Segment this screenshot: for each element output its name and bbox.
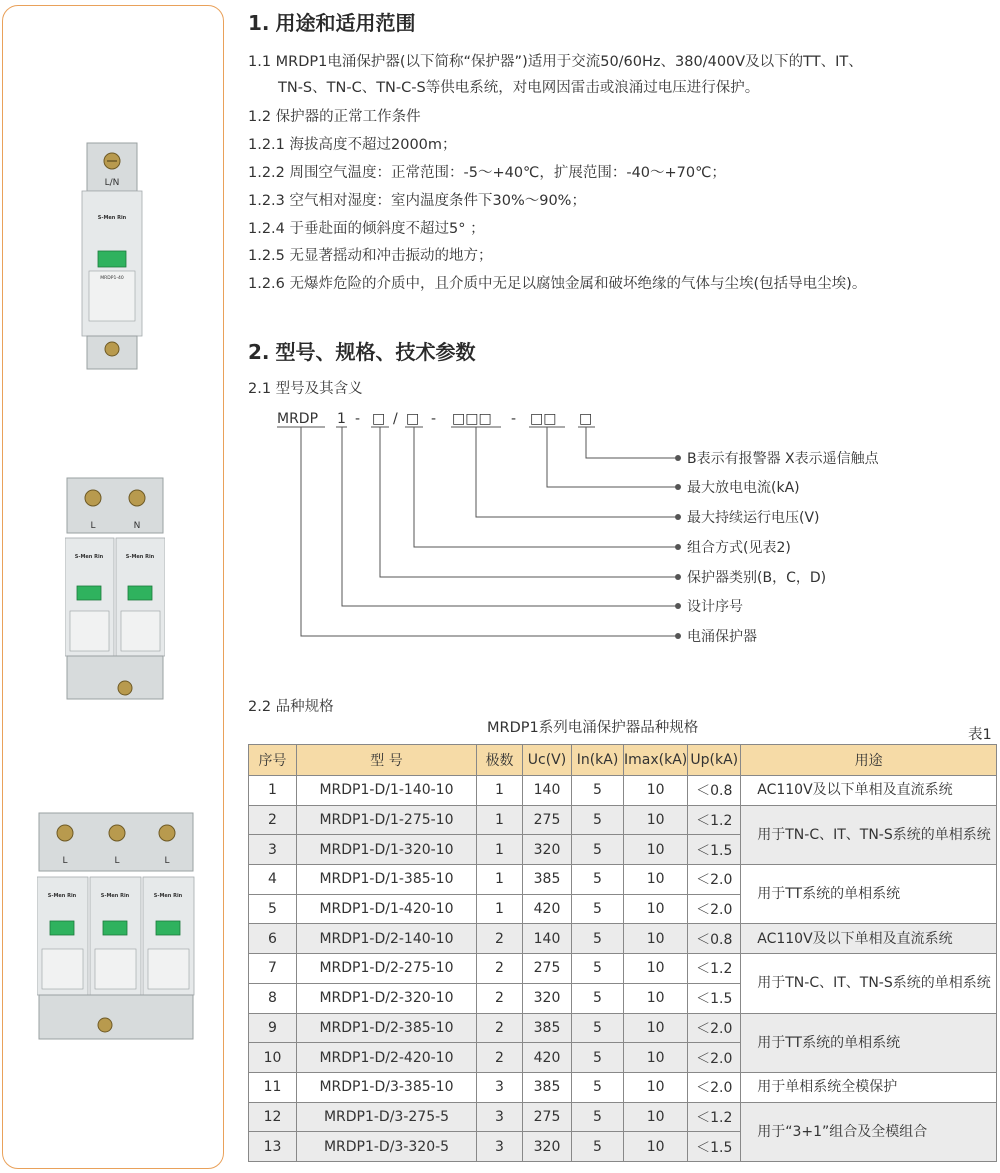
header-poles: 极数 <box>477 745 523 776</box>
code-part-mrdp: MRDP <box>277 411 319 427</box>
cell: 10 <box>624 1132 688 1162</box>
cell: ＜2.0 <box>688 894 741 924</box>
cell: MRDP1-D/1-320-10 <box>297 835 477 865</box>
cell: MRDP1-D/1-140-10 <box>297 776 477 806</box>
cell: 2 <box>477 983 523 1013</box>
code-sep-2: / <box>393 411 398 427</box>
model-code-diagram <box>275 405 975 655</box>
cell: 5 <box>572 1132 624 1162</box>
cell-use: 用于单相系统全模保护 <box>741 1072 997 1102</box>
cell: MRDP1-D/2-140-10 <box>297 924 477 954</box>
code-meaning-uc: 最大持续运行电压(V) <box>687 510 820 526</box>
cell: 5 <box>572 776 624 806</box>
product1-terminal-label: L/N <box>104 178 120 188</box>
cell: 320 <box>523 1132 572 1162</box>
cell: 5 <box>572 924 624 954</box>
header-up: Up(kA) <box>688 745 741 776</box>
product3-terminal-label-1: L <box>62 856 68 866</box>
header-imax: Imax(kA) <box>624 745 688 776</box>
cell: 320 <box>523 835 572 865</box>
cell: 12 <box>249 1102 297 1132</box>
cell: ＜1.2 <box>688 954 741 984</box>
cell-use: AC110V及以下单相及直流系统 <box>741 776 997 806</box>
cell: ＜2.0 <box>688 1072 741 1102</box>
cell: 2 <box>477 954 523 984</box>
cell: 275 <box>523 954 572 984</box>
cell: 5 <box>572 835 624 865</box>
cell: 10 <box>624 954 688 984</box>
cell-use: 用于TN-C、IT、TN-S系统的单相系统 <box>741 805 997 864</box>
cell: MRDP1-D/2-320-10 <box>297 983 477 1013</box>
section-1-line-8: 1.2.5 无显著摇动和冲击振动的地方； <box>248 248 493 264</box>
code-meaning-alarm: B表示有报警器 X表示遥信触点 <box>687 451 879 467</box>
cell: 3 <box>249 835 297 865</box>
cell: MRDP1-D/1-275-10 <box>297 805 477 835</box>
cell: 3 <box>477 1132 523 1162</box>
cell: 3 <box>477 1102 523 1132</box>
section-1-line-9: 1.2.6 无爆炸危险的介质中，且介质中无足以腐蚀金属和破坏绝缘的气体与尘埃(包括导电尘埃)。 <box>248 276 867 292</box>
cell: MRDP1-D/2-275-10 <box>297 954 477 984</box>
section-2-number: 2. <box>248 340 270 364</box>
section-2-title: 型号、规格、技术参数 <box>275 340 476 364</box>
code-part-class: □ <box>372 411 386 427</box>
section-1-number: 1. <box>248 11 270 35</box>
code-part-design: 1 <box>337 411 346 427</box>
cell: 5 <box>572 1013 624 1043</box>
code-part-current: □□ <box>530 411 557 427</box>
cell: 10 <box>249 1043 297 1073</box>
product-image-panel <box>2 5 224 1169</box>
section-1-line-7: 1.2.4 于垂赴面的倾斜度不超过5° ； <box>248 221 485 237</box>
section-1-line-4: 1.2.1 海拔高度不超过2000m； <box>248 137 457 153</box>
section-2-1-heading: 2.1 型号及其含义 <box>248 381 363 397</box>
product1-model: MRDP1-40 <box>100 276 124 281</box>
cell: 2 <box>249 805 297 835</box>
cell: 2 <box>477 1043 523 1073</box>
section-1-line-5: 1.2.2 周围空气温度：正常范围：-5～+40℃，扩展范围：-40～+70℃； <box>248 165 726 181</box>
cell: ＜2.0 <box>688 1043 741 1073</box>
cell: 10 <box>624 894 688 924</box>
cell: 5 <box>572 894 624 924</box>
section-1-title: 用途和适用范围 <box>275 11 416 35</box>
cell: 2 <box>477 1013 523 1043</box>
product3-brand-1: S-Men Rin <box>47 893 77 899</box>
product-image-2p <box>65 476 165 701</box>
cell: 2 <box>477 924 523 954</box>
section-1-heading <box>248 7 416 36</box>
cell: MRDP1-D/2-385-10 <box>297 1013 477 1043</box>
cell: 320 <box>523 983 572 1013</box>
cell: MRDP1-D/1-420-10 <box>297 894 477 924</box>
cell: ＜0.8 <box>688 924 741 954</box>
code-sep-4: - <box>511 411 517 427</box>
section-2-heading <box>248 336 476 365</box>
cell: 420 <box>523 1043 572 1073</box>
cell: MRDP1-D/2-420-10 <box>297 1043 477 1073</box>
cell: 10 <box>624 835 688 865</box>
cell: 385 <box>523 1072 572 1102</box>
cell: 10 <box>624 924 688 954</box>
cell: 1 <box>477 805 523 835</box>
cell: 10 <box>624 983 688 1013</box>
cell: 275 <box>523 1102 572 1132</box>
cell: 385 <box>523 1013 572 1043</box>
product2-terminal-label-1: L <box>90 521 96 531</box>
table-row <box>249 924 997 954</box>
cell: ＜1.2 <box>688 1102 741 1132</box>
code-meaning-spd: 电涌保护器 <box>687 629 757 645</box>
code-part-alarm: □ <box>579 411 593 427</box>
cell: 10 <box>624 805 688 835</box>
cell: 5 <box>572 865 624 895</box>
cell: ＜0.8 <box>688 776 741 806</box>
product2-brand-2: S-Men Rin <box>125 554 155 560</box>
cell: 140 <box>523 776 572 806</box>
table-row <box>249 865 997 895</box>
cell: 1 <box>477 865 523 895</box>
cell: ＜2.0 <box>688 1013 741 1043</box>
code-meaning-combination: 组合方式(见表2) <box>687 540 791 556</box>
cell: ＜1.2 <box>688 805 741 835</box>
cell: 5 <box>249 894 297 924</box>
cell: 10 <box>624 1043 688 1073</box>
spec-table <box>248 744 997 1162</box>
code-meaning-design: 设计序号 <box>687 599 743 615</box>
cell: 5 <box>572 1043 624 1073</box>
cell: MRDP1-D/3-320-5 <box>297 1132 477 1162</box>
cell: ＜2.0 <box>688 865 741 895</box>
cell: 8 <box>249 983 297 1013</box>
code-sep-3: - <box>431 411 437 427</box>
code-part-combination: □ <box>406 411 420 427</box>
cell: 5 <box>572 805 624 835</box>
cell: 13 <box>249 1132 297 1162</box>
cell: 9 <box>249 1013 297 1043</box>
cell: 10 <box>624 1102 688 1132</box>
header-use: 用途 <box>741 745 997 776</box>
code-meaning-class: 保护器类别(B，C，D) <box>687 570 827 586</box>
table-header-row <box>249 745 997 776</box>
cell: 385 <box>523 865 572 895</box>
cell: 140 <box>523 924 572 954</box>
product2-terminal-label-2: N <box>133 521 141 531</box>
product1-brand: S-Men Rin <box>97 215 127 221</box>
section-1-line-3: 1.2 保护器的正常工作条件 <box>248 109 421 125</box>
cell: MRDP1-D/1-385-10 <box>297 865 477 895</box>
cell: 1 <box>477 894 523 924</box>
cell: 5 <box>572 983 624 1013</box>
table-row <box>249 776 997 806</box>
product3-terminal-label-3: L <box>164 856 170 866</box>
cell: 420 <box>523 894 572 924</box>
cell: 5 <box>572 1072 624 1102</box>
header-in: In(kA) <box>572 745 624 776</box>
cell: 11 <box>249 1072 297 1102</box>
cell: 1 <box>477 835 523 865</box>
table-caption: MRDP1系列电涌保护器品种规格 <box>487 720 699 736</box>
table-row <box>249 1072 997 1102</box>
cell: 5 <box>572 954 624 984</box>
cell-use: 用于TN-C、IT、TN-S系统的单相系统 <box>741 954 997 1013</box>
cell: 4 <box>249 865 297 895</box>
table-row <box>249 805 997 835</box>
code-meaning-imax: 最大放电电流(kA) <box>687 480 800 496</box>
header-model: 型 号 <box>297 745 477 776</box>
product-image-3p <box>37 811 195 1041</box>
cell: 5 <box>572 1102 624 1132</box>
table-number: 表1 <box>968 727 992 743</box>
section-1-line-6: 1.2.3 空气相对湿度：室内温度条件下30%～90%； <box>248 193 586 209</box>
cell: 1 <box>249 776 297 806</box>
cell: ＜1.5 <box>688 835 741 865</box>
cell-use: 用于“3+1”组合及全模组合 <box>741 1102 997 1161</box>
section-2-2-heading: 2.2 品种规格 <box>248 699 334 715</box>
cell: MRDP1-D/3-275-5 <box>297 1102 477 1132</box>
cell: 10 <box>624 1072 688 1102</box>
product3-brand-2: S-Men Rin <box>100 893 130 899</box>
cell: ＜1.5 <box>688 983 741 1013</box>
header-uc: Uc(V) <box>523 745 572 776</box>
product2-brand-1: S-Men Rin <box>74 554 104 560</box>
cell: ＜1.5 <box>688 1132 741 1162</box>
section-1-line-1: 1.1 MRDP1电涌保护器(以下简称“保护器”)适用于交流50/60Hz、380/400V及以下的TT、IT、 <box>248 54 863 70</box>
cell: 275 <box>523 805 572 835</box>
cell: 10 <box>624 776 688 806</box>
code-sep-1: - <box>355 411 361 427</box>
cell-use: 用于TT系统的单相系统 <box>741 1013 997 1072</box>
cell: 10 <box>624 1013 688 1043</box>
cell: 6 <box>249 924 297 954</box>
table-row <box>249 954 997 984</box>
cell: 7 <box>249 954 297 984</box>
product3-brand-3: S-Men Rin <box>153 893 183 899</box>
cell: 10 <box>624 865 688 895</box>
cell-use: AC110V及以下单相及直流系统 <box>741 924 997 954</box>
header-index: 序号 <box>249 745 297 776</box>
product3-terminal-label-2: L <box>114 856 120 866</box>
product-image-1p <box>81 141 143 371</box>
cell: 3 <box>477 1072 523 1102</box>
table-row <box>249 1013 997 1043</box>
table-row <box>249 1102 997 1132</box>
cell: 1 <box>477 776 523 806</box>
cell-use: 用于TT系统的单相系统 <box>741 865 997 924</box>
cell: MRDP1-D/3-385-10 <box>297 1072 477 1102</box>
section-1-line-2: TN-S、TN-C、TN-C-S等供电系统，对电网因雷击或浪涌过电压进行保护。 <box>278 80 760 96</box>
code-part-voltage: □□□ <box>452 411 492 427</box>
